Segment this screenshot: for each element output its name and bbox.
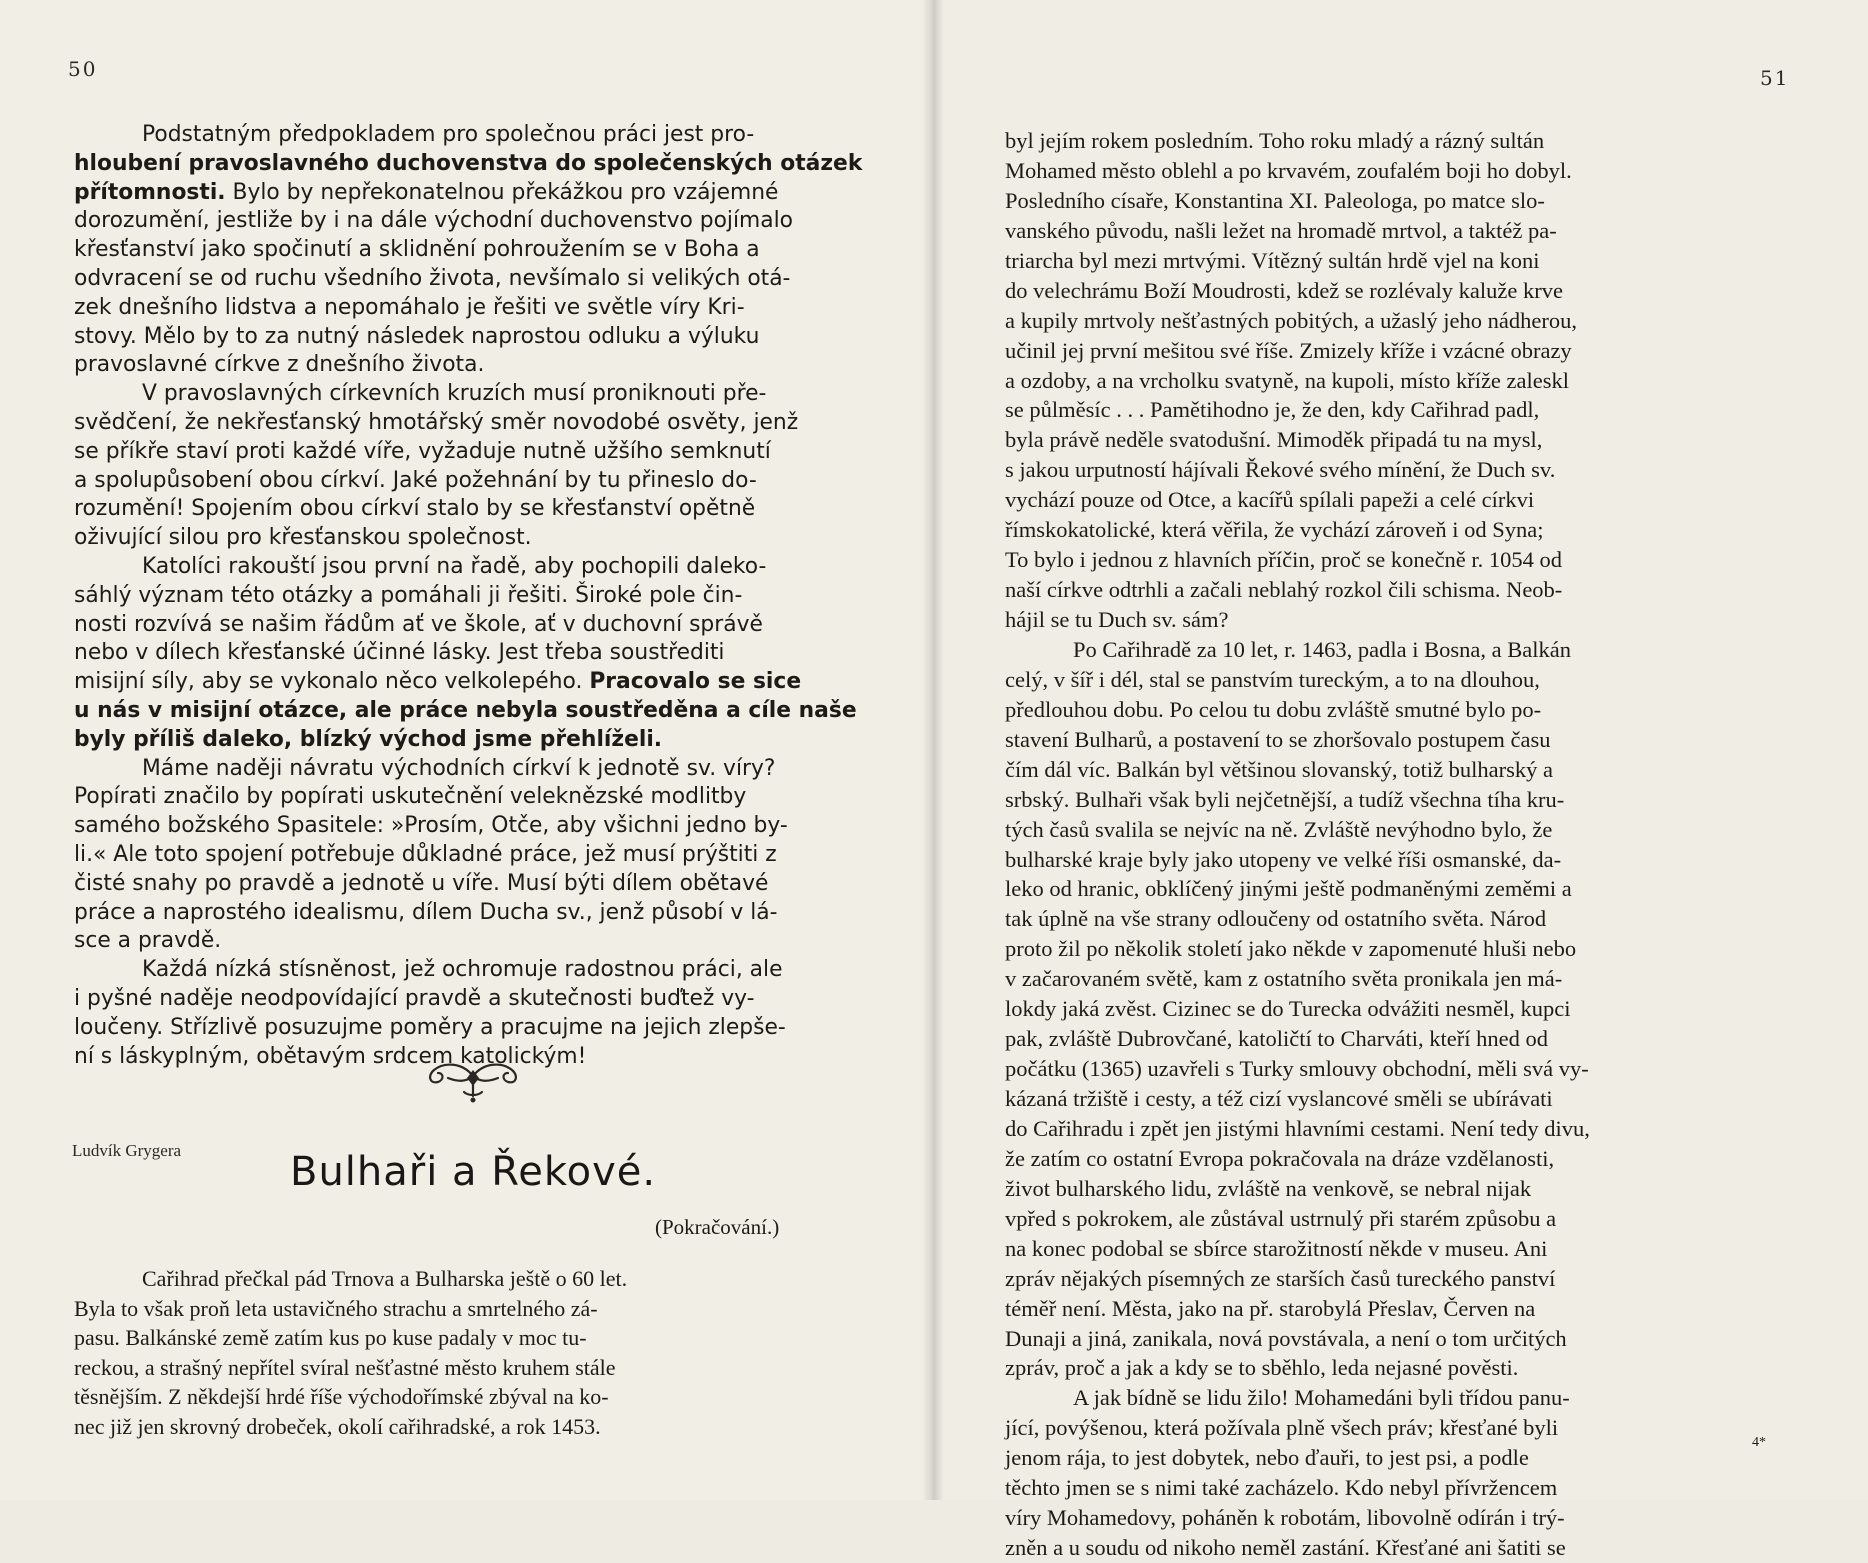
text-line: téměř není. Města, jako na př. starobylá Přeslav, Červen na (1005, 1295, 1536, 1321)
text-line: pasu. Balkánské země zatím kus po kuse padaly v moc tu- (74, 1325, 587, 1351)
text-line: zněn a u soudu od nikoho neměl zastání. Křesťané ani šatiti se (1005, 1535, 1566, 1561)
text-line: život bulharského lidu, zvláště na venkově, se nebral nijak (1005, 1175, 1532, 1201)
text-line: nebo v dílech křesťanské účinné lásky. Jest třeba soustřediti (74, 640, 725, 666)
text-line: Katolíci rakouští jsou první na řadě, aby pochopili daleko- (142, 553, 767, 579)
text-line: leko od hranic, obklíčený jinými ještě podmaněnými zeměmi a (1005, 876, 1572, 902)
text-line: oživující silou pro křesťanskou společnost. (74, 525, 532, 551)
text-line: dorozumění, jestliže by i na dále východní duchovenstvo pojímalo (74, 208, 794, 234)
author-name: Ludvík Grygera (72, 1141, 182, 1160)
text-line: rozumění! Spojením obou církví stalo by se křesťanství opětně (74, 496, 756, 522)
text-line: li.« Ale toto spojení potřebuje důkladné práce, jež musí prýštiti z (74, 841, 777, 867)
text-line: Posledního císaře, Konstantina XI. Paleologa, po matce slo- (1005, 187, 1545, 213)
text-line: byl jejím rokem posledním. Toho roku mladý a rázný sultán (1005, 128, 1545, 153)
text-line: Každá nízká stísněnost, jež ochromuje radostnou práci, ale (142, 957, 783, 983)
text-line: Podstatným předpokladem pro společnou práci jest pro- (142, 122, 755, 147)
book-gutter (922, 0, 944, 1500)
text-line: To bylo i jednou z hlavních příčin, proč se konečně r. 1054 od (1005, 547, 1563, 573)
text-line: Popírati značilo by popírati uskutečnění veleknězské modlitby (74, 784, 747, 810)
text-line: srbský. Bulhaři však byli nejčetnější, a tudíž všechna tíha kru- (1005, 786, 1565, 812)
text-line: a spolupůsobení obou církví. Jaké požehnání by tu přineslo do- (74, 467, 757, 493)
text-line: vychází pouze od Otce, a kacířů spílali papeži a celé církvi (1005, 487, 1535, 513)
text-line: Cařihrad přečkal pád Trnova a Bulharska ještě o 60 let. (142, 1266, 628, 1291)
text-line: lokdy jaká zvěst. Cizinec se do Turecka odvážiti nesměl, kupci (1005, 996, 1571, 1022)
text-line: pak, zvláště Dubrovčané, katoličtí to Charváti, kteří hned od (1005, 1026, 1548, 1052)
page-number-left: 50 (68, 57, 98, 81)
text-line: do Cařihradu i zpět jen jistými hlavními cestami. Není tedy divu, (1005, 1115, 1590, 1141)
text-line: křesťanství jako spočinutí a sklidnění pohroužením se v Boha a (74, 237, 760, 263)
text-line: práce a naprostého idealismu, dílem Ducha sv., jenž působí v lá- (74, 899, 778, 925)
text-line: se půlměsíc . . . Pamětihodno je, že den, kdy Cařihrad padl, (1005, 397, 1540, 423)
text-line: V pravoslavných církevních kruzích musí proniknouti pře- (142, 381, 767, 407)
text-line: odvracení se od ruchu všedního života, nevšímalo si velikých otá- (74, 265, 791, 291)
text-line: u nás v misijní otázce, ale práce nebyla soustředěna a cíle naše (74, 697, 857, 723)
text-line: v začarovaném světě, kam z ostatního světa pronikala jen má- (1005, 966, 1563, 992)
text-line: stavení Bulharů, a postavení to se zhoršovalo postupem času (1005, 726, 1551, 752)
text-line: zpráv nějakých písemných ze starších časů tureckého panství (1005, 1265, 1556, 1291)
text-line: že zatím co ostatní Evropa pokračovala na dráze vzdělanosti, (1005, 1145, 1555, 1171)
text-line: i pyšné naděje neodpovídající pravdě a skutečnosti buďtež vy- (74, 985, 755, 1011)
text-line: stovy. Mělo by to za nutný následek naprostou odluku a výluku (74, 323, 760, 349)
text-line: triarcha byl mezi mrtvými. Vítězný sultán hrdě vjel na koni (1005, 247, 1540, 273)
text-line: jící, povýšenou, která požívala plně všech práv; křesťané byli (1005, 1415, 1559, 1441)
text-line: byla právě neděle svatodušní. Mimoděk připadá tu na mysl, (1005, 427, 1543, 453)
text-line: předlouhou dobu. Po celou tu dobu zvláště smutné bylo po- (1005, 696, 1542, 722)
text-line: bulharské kraje byly jako utopeny ve velké říši osmanské, da- (1005, 846, 1562, 872)
left-page (0, 0, 932, 1500)
text-line: vpřed s pokrokem, ale zůstával ustrnulý při starém způsobu a (1005, 1205, 1557, 1231)
text-line: zpráv, proč a jak a kdy se to sběhlo, leda nejasné pověsti. (1005, 1355, 1519, 1381)
text-line: přítomnosti. Bylo by nepřekonatelnou překážkou pro vzájemné (74, 179, 779, 205)
text-line: sáhlý význam této otázky a pomáhali ji řešiti. Široké pole čin- (74, 582, 743, 608)
text-line: hájil se tu Duch sv. sám? (1005, 607, 1229, 632)
text-line: Byla to však proň leta ustavičného strachu a smrtelného zá- (74, 1295, 598, 1321)
article-title: Bulhaři a Řekové. (290, 1149, 657, 1195)
text-line: těsnějším. Z někdejší hrdé říše východořímské zbýval na ko- (74, 1384, 609, 1410)
text-line: zek dnešního lidstva a nepomáhalo je řešiti ve světle víry Kri- (74, 294, 745, 320)
text-line: naší církve odtrhli a začali neblahý rozkol čili schisma. Neob- (1005, 577, 1563, 603)
text-line: hloubení pravoslavného duchovenstva do společenských otázek (74, 150, 863, 176)
text-line: A jak bídně se lidu žilo! Mohamedáni byli třídou panu- (1073, 1385, 1570, 1411)
text-line: tak úplně na vše strany odloučeny od ostatního světa. Národ (1005, 906, 1547, 932)
fleuron-ornament-icon (418, 1052, 528, 1106)
text-line: proto žil po několik století jako někde v zapomenuté hluši nebo (1005, 936, 1577, 962)
text-line: kázaná tržiště i cesty, a též cizí vyslancové směli se ubírávati (1005, 1086, 1553, 1111)
text-line: víry Mohamedovy, poháněn k robotám, libovolně odírán i trý- (1005, 1505, 1565, 1531)
text-line: na konec podobal se sbírce starožitností někde v museu. Ani (1005, 1235, 1548, 1261)
text-line: čím dál víc. Balkán byl většinou slovanský, totiž bulharský a (1005, 756, 1554, 782)
text-line: čisté snahy po pravdě a jednotě u víře. Musí býti dílem obětavé (74, 870, 769, 896)
left-article-text (74, 1264, 866, 1442)
signature-mark: 4* (1752, 1435, 1766, 1450)
text-line: Máme naději návratu východních církví k jednotě sv. víry? (142, 755, 776, 781)
text-line: s jakou urputností hájívali Řekové svého mínění, že Duch sv. (1005, 457, 1556, 483)
text-line: jenom rája, to jest dobytek, nebo ďauři, to jest psi, a podle (1005, 1445, 1529, 1471)
text-line: počátku (1365) uzavřeli s Turky smlouvy obchodní, měli svá vy- (1005, 1056, 1589, 1082)
text-line: a ozdoby, a na vrcholku svatyně, na kupoli, místo kříže zaleskl (1005, 367, 1570, 393)
text-line: Po Cařihradě za 10 let, r. 1463, padla i Bosna, a Balkán (1073, 636, 1571, 662)
text-line: se příkře staví proti každé víře, vyžaduje nutně užšího semknutí (74, 438, 771, 464)
right-body-text (1005, 126, 1787, 1563)
continuation-note: (Pokračování.) (655, 1215, 780, 1239)
text-line: byly příliš daleko, blízký východ jsme přehlíželi. (74, 726, 663, 752)
text-line: pravoslavné církve z dnešního života. (74, 352, 485, 378)
text-line: celý, v šíř i dél, stal se panstvím tureckým, a to na dlouhou, (1005, 666, 1540, 692)
text-line: loučeny. Střízlivě posuzujme poměry a pracujme na jejich zlepše- (74, 1014, 786, 1040)
text-line: nosti rozvívá se našim řádům ať ve škole, ať v duchovní správě (74, 611, 763, 637)
text-line: učinil jej první mešitou své říše. Zmizely kříže i vzácné obrazy (1005, 337, 1572, 363)
text-line: do velechrámu Boží Moudrosti, kdež se rozlévaly kaluže krve (1005, 277, 1563, 303)
text-line: těchto jmen se s nimi také zacházelo. Kdo nebyl přívržencem (1005, 1475, 1558, 1501)
text-line: a kupily mrtvoly nešťastných pobitých, a užaslý jeho nádherou, (1005, 307, 1577, 333)
left-body-text (74, 121, 866, 1071)
text-line: nec již jen skrovný drobeček, okolí cařihradské, a rok 1453. (74, 1413, 601, 1439)
text-line: tých časů svalila se nejvíc na ně. Zvláště nevýhodno bylo, že (1005, 816, 1553, 842)
page-number-right: 51 (1760, 66, 1790, 90)
text-line: vanského původu, našli ležet na hromadě mrtvol, a taktéž pa- (1005, 217, 1557, 243)
text-line: samého božského Spasitele: »Prosím, Otče, aby všichni jedno by- (74, 813, 788, 839)
text-line: Dunaji a jiná, zanikala, nová povstávala, a není o tom určitých (1005, 1325, 1567, 1351)
text-line: svědčení, že nekřesťanský hmotářský směr novodobé osvěty, jenž (74, 409, 799, 435)
text-line: ní s láskyplným, obětavým srdcem katolickým! (74, 1043, 587, 1069)
text-line: misijní síly, aby se vykonalo něco velkolepého. Pracovalo se sice (74, 669, 802, 695)
text-line: sce a pravdě. (74, 928, 222, 954)
text-line: Mohamed město oblehl a po krvavém, zoufalém boji ho dobyl. (1005, 157, 1572, 183)
text-line: římskokatolické, která věřila, že vychází zároveň i od Syna; (1005, 517, 1544, 543)
text-line: reckou, a strašný nepřítel svíral nešťastné město kruhem stále (74, 1354, 616, 1380)
